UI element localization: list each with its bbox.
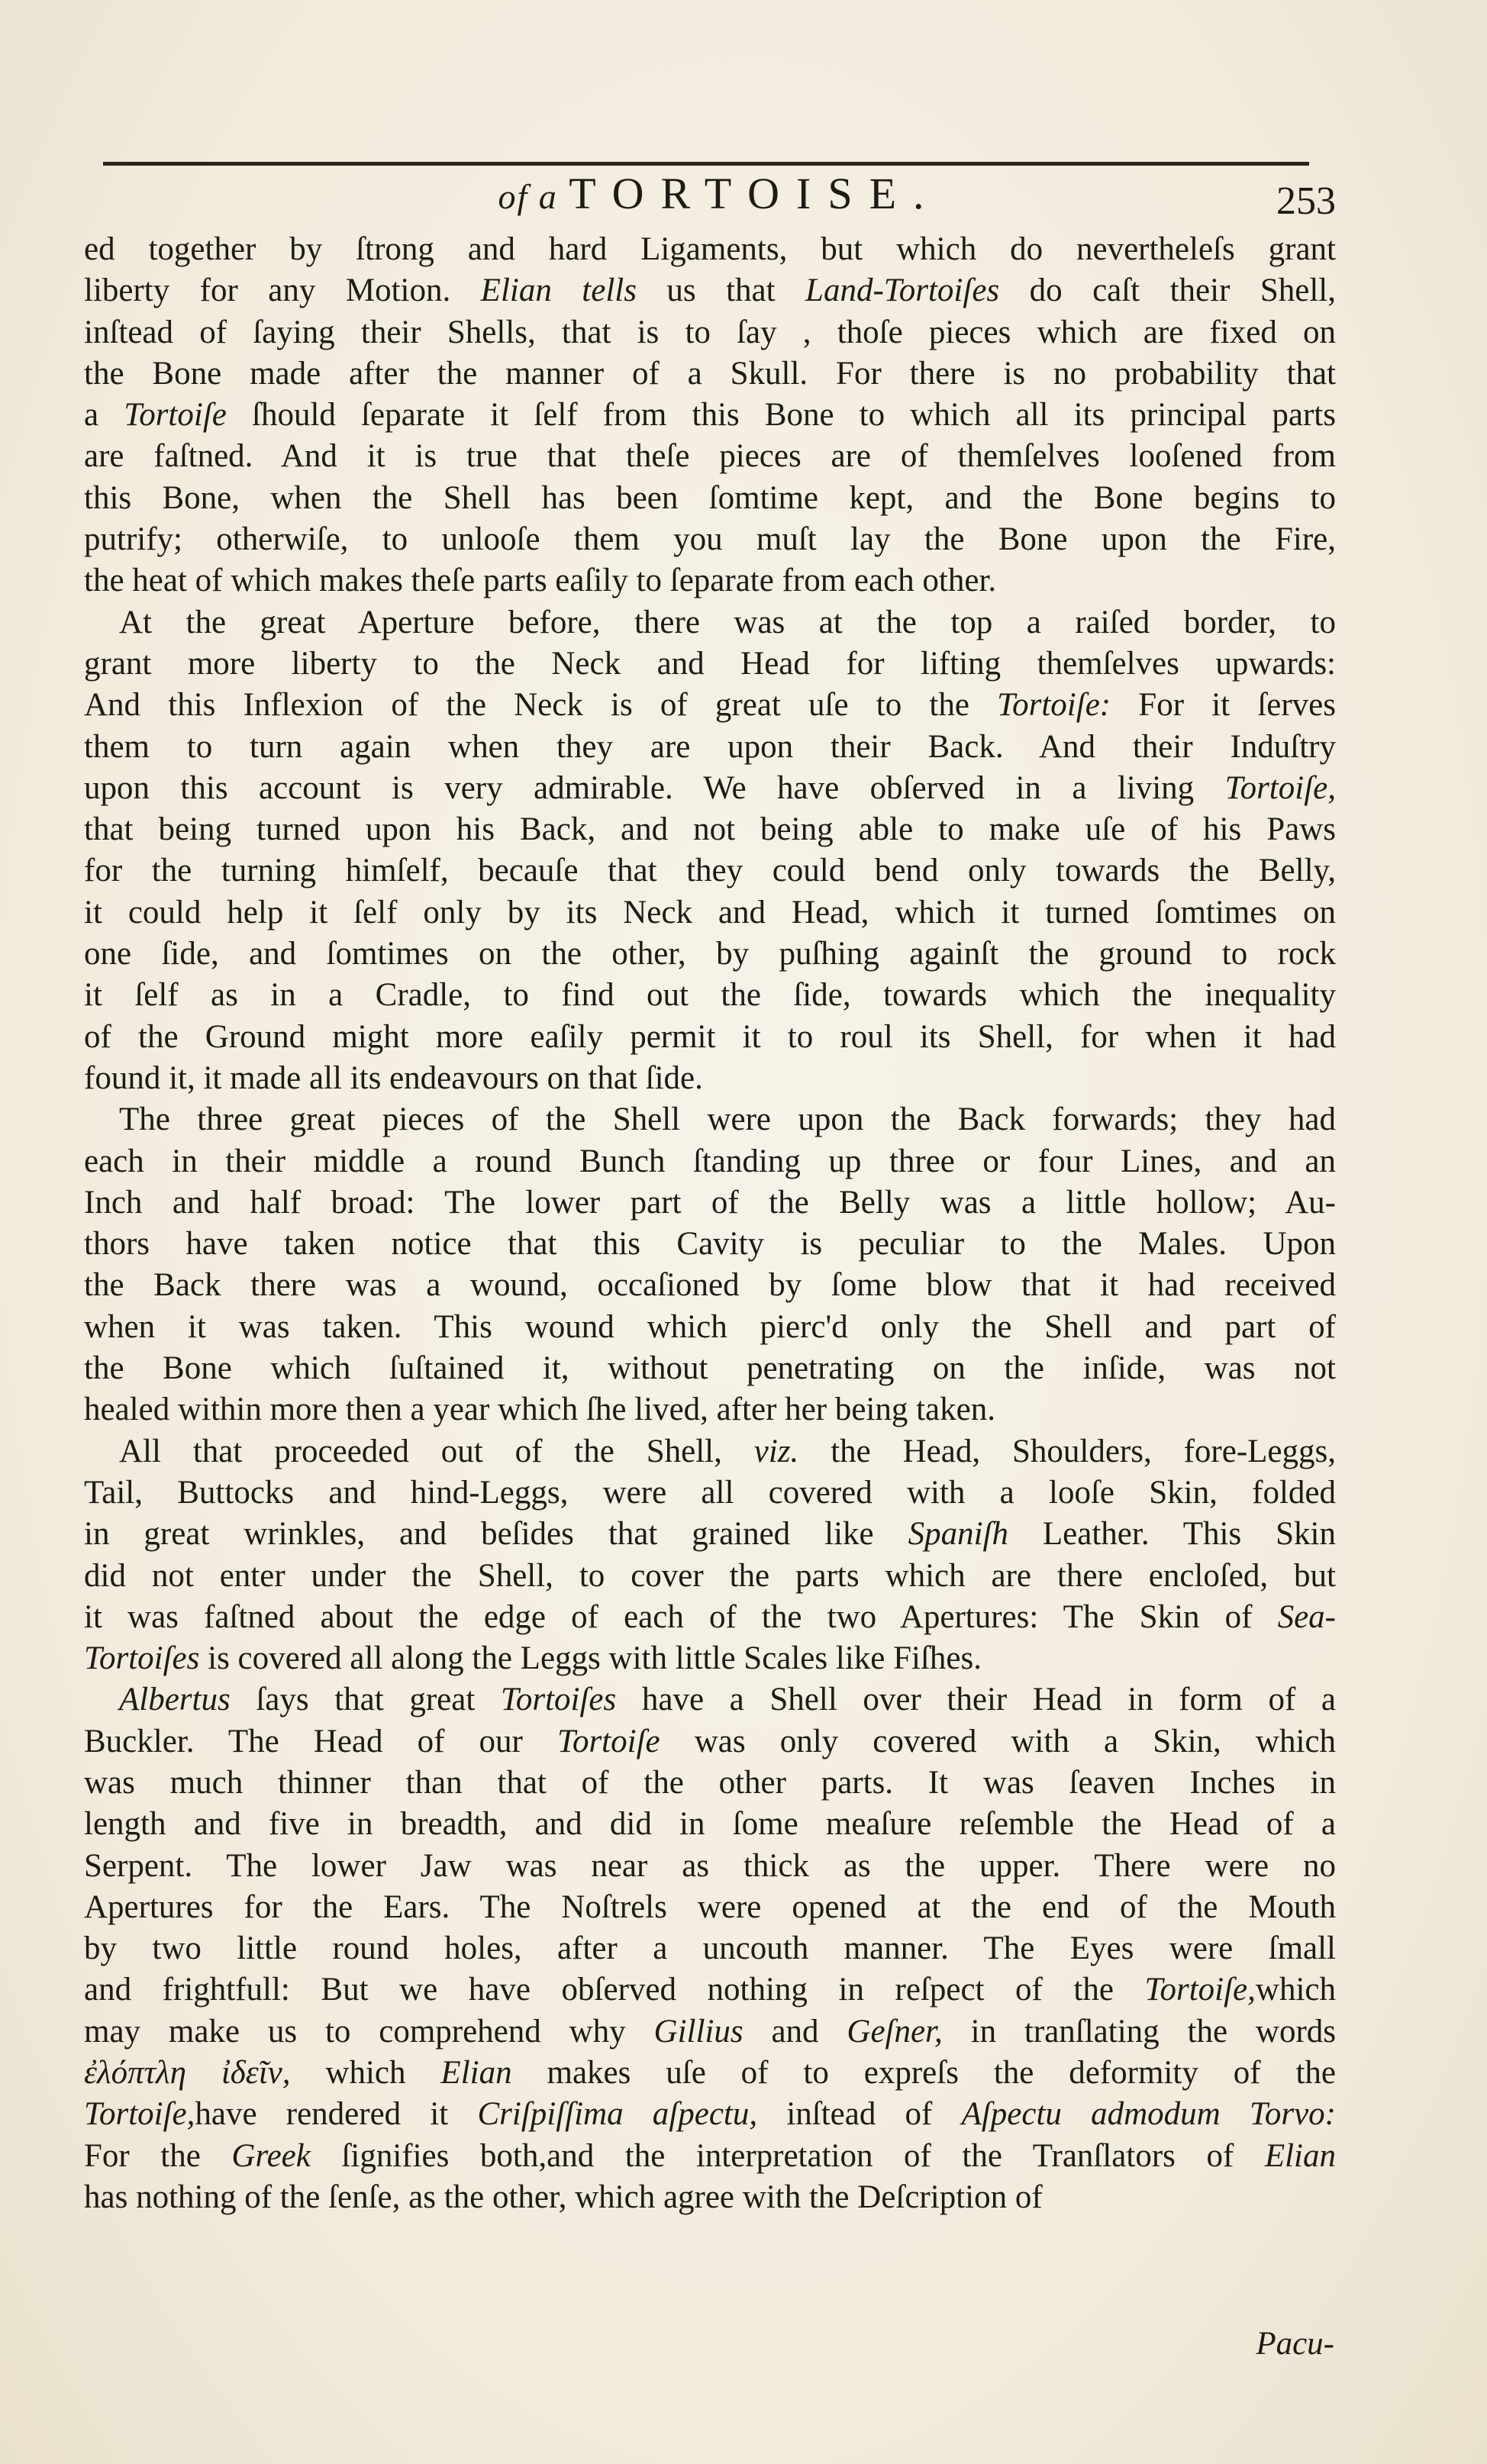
text-line	[84, 809, 1336, 850]
paragraph	[84, 1431, 1336, 1680]
text-run: was only covered with a Skin, which	[660, 1723, 1337, 1759]
text-line	[84, 1224, 1336, 1265]
text-run: thors have taken notice that this Cavity is peculiar to the Males. Upon	[84, 1226, 1336, 1263]
text-run: Apertures for the Ears. The Noſtrels were opened at the end of the Mouth	[84, 1888, 1336, 1925]
text-line	[84, 478, 1336, 519]
text-line	[84, 1887, 1336, 1928]
text-line	[84, 685, 1336, 726]
text-line	[84, 1141, 1336, 1182]
text-run: healed within more then a year which ſhe lived, after her being taken.	[84, 1392, 995, 1428]
text-run: inſtead of ſaying their Shells, that is to ſay , thoſe pieces which are fixed on	[84, 314, 1336, 350]
italic-run: Albertus	[119, 1682, 231, 1718]
text-run: found it, it made all its endeavours on that ſide.	[84, 1059, 703, 1096]
text-run: are faſtned. And it is true that theſe pieces are of themſelves looſened from	[84, 438, 1336, 475]
text-run: by two little round holes, after a uncouth manner. The Eyes were ſmall	[84, 1930, 1336, 1967]
text-line	[84, 1679, 1336, 1721]
italic-run: Aſpectu admodum Torvo:	[961, 2096, 1337, 2133]
text-line	[84, 1721, 1336, 1763]
text-run: may make us to comprehend why	[84, 2013, 654, 2050]
italic-run: Geſner,	[847, 2013, 943, 2050]
paragraph	[84, 1679, 1336, 2218]
text-line	[84, 1638, 1336, 1679]
text-run: For it ſerves	[1111, 687, 1336, 724]
text-line	[84, 2011, 1336, 2053]
paragraph	[84, 229, 1336, 602]
running-header	[103, 169, 1336, 223]
italic-run: Greek	[231, 2137, 311, 2174]
italic-run: Elian	[1264, 2137, 1336, 2174]
italic-run: Gillius	[653, 2013, 744, 2050]
text-run: length and five in breadth, and did in ſome meaſure reſemble the Head of a	[84, 1806, 1336, 1843]
italic-run: Criſpiſſima aſpectu,	[477, 2096, 758, 2133]
text-run: Tail, Buttocks and hind-Leggs, were all covered with a looſe Skin, folded	[84, 1474, 1336, 1511]
text-run: All that proceeded out of the Shell,	[119, 1433, 754, 1469]
text-run: it could help it ſelf only by its Neck and Head, which it turned ſomtimes on	[84, 894, 1336, 930]
italic-run: Tortoiſe:	[997, 687, 1111, 724]
text-line	[84, 1182, 1336, 1224]
text-line	[84, 2136, 1336, 2177]
italic-run: Tortoiſe	[556, 1723, 660, 1759]
text-line	[84, 436, 1336, 477]
text-run: ſhould ſeparate it ſelf from this Bone to which all its principal parts	[226, 397, 1336, 434]
text-run: in tranſlating the words	[942, 2013, 1336, 2050]
running-title	[103, 169, 1336, 221]
italic-run: Tortoiſe,	[1224, 769, 1336, 806]
italic-run: Elian	[440, 2055, 512, 2091]
text-line	[84, 2177, 1336, 2218]
text-run: the Back there was a wound, occaſioned by ſome blow that it had received	[84, 1267, 1336, 1304]
text-run: them to turn again when they are upon their Back. And their Induſtry	[84, 728, 1336, 765]
header-rule	[103, 162, 1309, 166]
italic-run: viz.	[753, 1433, 799, 1469]
text-line	[84, 892, 1336, 934]
text-run: inſtead of	[757, 2096, 962, 2133]
text-run: Leather. This Skin	[1008, 1516, 1336, 1553]
text-run: do caſt their Shell,	[999, 273, 1336, 309]
text-line	[84, 353, 1336, 395]
text-line	[84, 1472, 1336, 1514]
text-line	[84, 1389, 1336, 1430]
text-run: have a Shell over their Head in form of a	[616, 1682, 1336, 1718]
text-line	[84, 727, 1336, 768]
text-line	[84, 560, 1336, 601]
text-run: and frightfull: But we have obſerved nothing in reſpect of the	[84, 1972, 1145, 2008]
text-line	[84, 1556, 1336, 1597]
text-run: was much thinner than that of the other parts. It was ſeaven Inches in	[84, 1764, 1336, 1801]
italic-run: ἐλόπτλη ἰδεῖν,	[84, 2055, 291, 2091]
text-line	[84, 850, 1336, 892]
italic-run: Elian tells	[480, 273, 637, 309]
catchword: Pacu-	[1256, 2326, 1334, 2362]
text-run: Buckler. The Head of our	[84, 1723, 557, 1759]
text-line	[84, 395, 1336, 436]
text-line	[84, 1597, 1336, 1638]
text-run: Serpent. The lower Jaw was near as thick as the upper. There were no	[84, 1847, 1336, 1884]
text-run: Inch and half broad: The lower part of the Belly was a little hollow; Au-	[84, 1184, 1336, 1221]
paragraph	[84, 1099, 1336, 1430]
text-run: ſays that great	[230, 1682, 501, 1718]
italic-run: Sea-	[1277, 1598, 1336, 1635]
text-line	[84, 1265, 1336, 1306]
text-run: have rendered it	[195, 2096, 478, 2133]
text-run: liberty for any Motion.	[84, 273, 481, 309]
text-run: grant more liberty to the Neck and Head for lifting themſelves upwards:	[84, 645, 1336, 682]
text-run: which	[1255, 1972, 1336, 2008]
text-run: The three great pieces of the Shell were upon the Back forwards; they had	[119, 1101, 1336, 1138]
text-line	[84, 2053, 1336, 2094]
text-run: it was faſtned about the edge of each of the two Apertures: The Skin of	[84, 1598, 1278, 1635]
text-line	[84, 975, 1336, 1016]
italic-run: Tortoiſes	[84, 1640, 200, 1677]
italic-run: Spaniſh	[908, 1516, 1008, 1553]
text-run: ed together by ſtrong and hard Ligaments, but which do nevertheleſs grant	[84, 231, 1336, 267]
text-line	[84, 1846, 1336, 1887]
text-run: upon this account is very admirable. We have obſerved in a living	[84, 769, 1225, 806]
text-run: At the great Aperture before, there was at the top a raiſed border, to	[119, 604, 1336, 640]
text-run: of the Ground might more eaſily permit it to roul its Shell, for when it had	[84, 1018, 1336, 1055]
text-line	[84, 1804, 1336, 1845]
text-line	[84, 1928, 1336, 1969]
text-run: and	[743, 2013, 847, 2050]
text-line	[84, 1431, 1336, 1472]
text-run: a	[84, 397, 124, 434]
text-run: For the	[84, 2137, 232, 2174]
text-line	[84, 270, 1336, 311]
text-line	[84, 1348, 1336, 1389]
text-line	[84, 934, 1336, 975]
text-line	[84, 1099, 1336, 1140]
text-run: the heat of which makes theſe parts eaſily to ſeparate from each other.	[84, 563, 997, 599]
text-line	[84, 1969, 1336, 2011]
text-line	[84, 1514, 1336, 1555]
text-line	[84, 643, 1336, 685]
text-run: is covered all along the Leggs with little Scales like Fiſhes.	[199, 1640, 982, 1677]
italic-run: Tortoiſes	[500, 1682, 617, 1718]
text-run: this Bone, when the Shell has been ſomtime kept, and the Bone begins to	[84, 479, 1336, 516]
text-line	[84, 1307, 1336, 1348]
text-run: each in their middle a round Bunch ſtanding up three or four Lines, and an	[84, 1143, 1336, 1179]
text-line	[84, 1763, 1336, 1804]
text-run: which	[290, 2055, 441, 2091]
text-line	[84, 768, 1336, 809]
text-run: the Bone made after the manner of a Skull. For there is no probability that	[84, 355, 1336, 392]
text-run: the Head, Shoulders, fore-Leggs,	[798, 1433, 1336, 1469]
text-run: putrify; otherwiſe, to unlooſe them you muſt lay the Bone upon the Fire,	[84, 521, 1336, 558]
text-run: that being turned upon his Back, and not being able to make uſe of his Paws	[84, 811, 1336, 848]
text-run: when it was taken. This wound which pierc'd only the Shell and part of	[84, 1308, 1336, 1345]
italic-run: Land-Tortoiſes	[805, 273, 1000, 309]
text-line	[84, 602, 1336, 643]
text-run: has nothing of the ſenſe, as the other, which agree with the Deſcription of	[84, 2179, 1043, 2215]
text-line	[84, 312, 1336, 353]
text-run: it ſelf as in a Cradle, to find out the ſide, towards which the inequality	[84, 977, 1336, 1014]
text-line	[84, 229, 1336, 270]
title-word: TORTOISE.	[569, 169, 941, 218]
text-run: did not enter under the Shell, to cover the parts which are there encloſed, but	[84, 1557, 1336, 1594]
text-run: And this Inflexion of the Neck is of great uſe to the	[84, 687, 998, 724]
italic-run: Tortoiſe,	[1144, 1972, 1256, 2008]
text-run: in great wrinkles, and beſides that grained like	[84, 1516, 908, 1553]
text-run: for the turning himſelf, becauſe that they could bend only towards the Belly,	[84, 853, 1336, 889]
text-line	[84, 1058, 1336, 1099]
body-text	[84, 229, 1336, 2218]
text-run: ſignifies both,and the interpretation of the Tranſlators of	[310, 2137, 1265, 2174]
text-line	[84, 519, 1336, 560]
text-line	[84, 2094, 1336, 2135]
text-run: one ſide, and ſomtimes on the other, by puſhing againſt the ground to rock	[84, 936, 1336, 972]
text-run: makes uſe of to expreſs the deformity of the	[511, 2055, 1336, 2091]
text-run: the Bone which ſuſtained it, without penetrating on the inſide, was not	[84, 1350, 1336, 1387]
italic-run: Tortoiſe	[124, 397, 227, 434]
text-run: us that	[636, 273, 806, 309]
italic-run: Tortoiſe,	[84, 2096, 195, 2133]
text-line	[84, 1017, 1336, 1058]
page-number: 253	[1276, 179, 1336, 223]
paragraph	[84, 602, 1336, 1100]
title-prefix: of a	[498, 177, 558, 216]
